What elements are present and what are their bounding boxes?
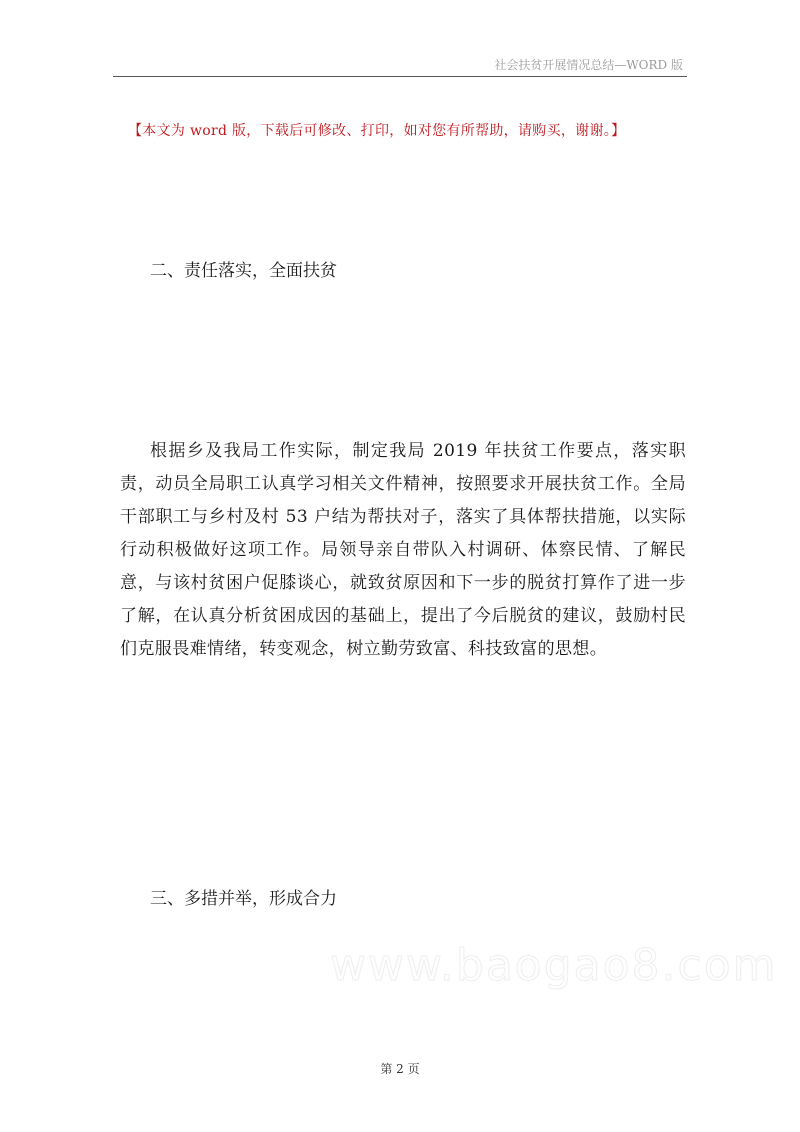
page-header [113, 54, 687, 77]
section-body-paragraph: 根据乡及我局工作实际，制定我局 2019 年扶贫工作要点，落实职责，动员全局职工认真学习相关文件精神，按照要求开展扶贫工作。全局干部职工与乡村及村 53 户结为帮扶对子，落实了具体帮扶措施，以实际行动积极做好这项工作。局领导亲自带队入村调研、体察民情、了解民意，与该村贫困户促膝谈心，就致贫原因和下一步的脱贫打算作了进一步了解，在认真分析贫困成因的基础上，提出了今后脱贫的建议，鼓励村民们克服畏难情绪，转变观念，树立勤劳致富、科技致富的思想。 [120, 441, 686, 659]
site-watermark: www.baogao8.com [330, 940, 778, 991]
download-notice: 【本文为 word 版，下载后可修改、打印，如对您有所帮助，请购买，谢谢。】 [128, 123, 626, 139]
section-heading-measures: 三、多措并举，形成合力 [150, 889, 337, 909]
page-number: 第 2 页 [380, 1062, 420, 1076]
section-heading-responsibility: 二、责任落实，全面扶贫 [150, 261, 337, 281]
header-title: 社会扶贫开展情况总结—WORD 版 [494, 58, 683, 72]
